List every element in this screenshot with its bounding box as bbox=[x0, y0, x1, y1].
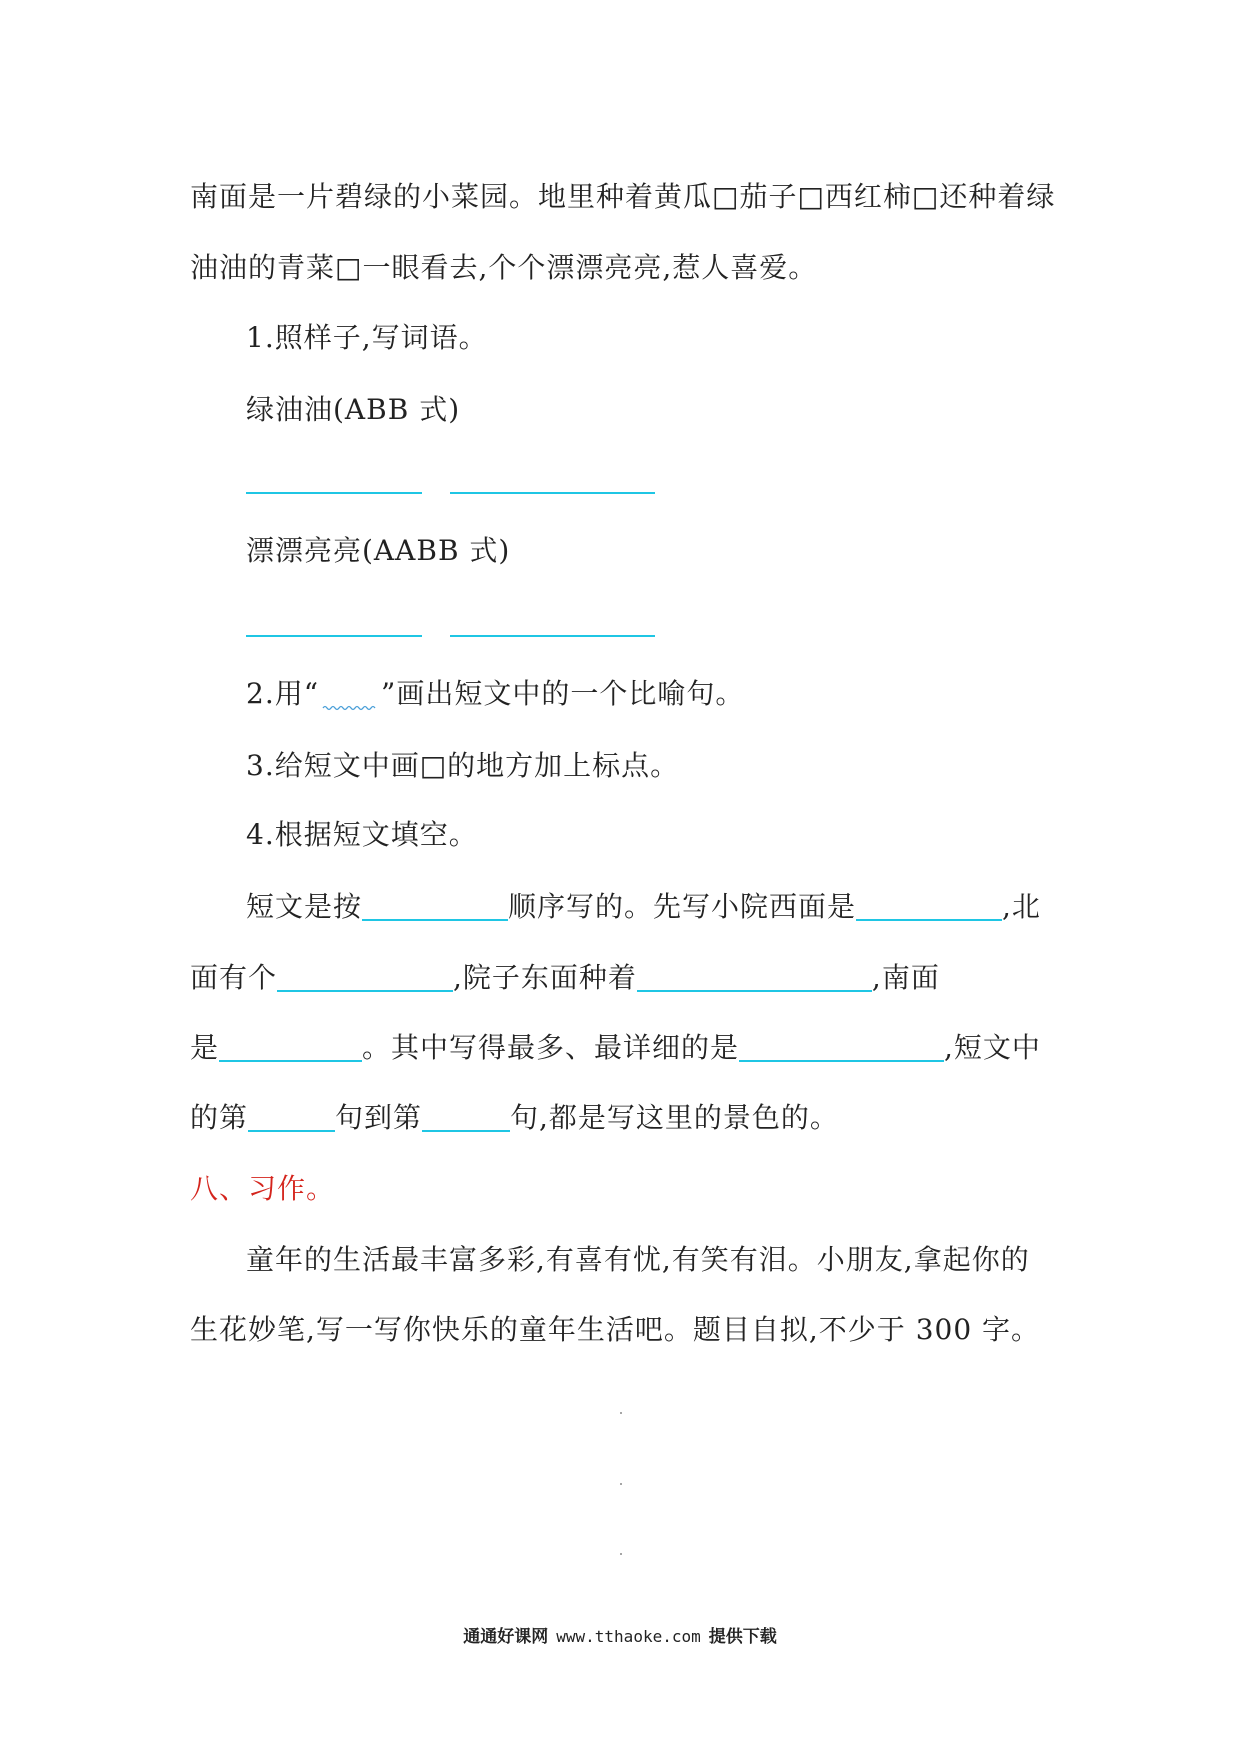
fill-blank-south bbox=[219, 1034, 362, 1062]
fill-row-3-text-b: 。其中写得最多、最详细的是 bbox=[362, 1031, 740, 1064]
answer-blank-abb-2 bbox=[450, 492, 655, 494]
composition-line-1: 童年的生活最丰富多彩,有喜有忧,有笑有泪。小朋友,拿起你的 bbox=[246, 1243, 1030, 1276]
question-1-example-abb: 绿油油(ABB 式) bbox=[246, 393, 461, 426]
fill-row-1-text-b: 顺序写的。先写小院西面是 bbox=[508, 890, 857, 923]
fill-blank-order bbox=[362, 893, 508, 921]
fill-row-2-text-b: ,院子东面种着 bbox=[453, 961, 637, 994]
question-2-after: ”画出短文中的一个比喻句。 bbox=[381, 677, 745, 710]
composition-line-2: 生花妙笔,写一写你快乐的童年生活吧。题目自拟,不少于 300 字。 bbox=[190, 1313, 1041, 1346]
fill-row-3-text-a: 是 bbox=[190, 1031, 220, 1064]
fill-blank-west bbox=[856, 893, 1002, 921]
answer-blank-aabb-2 bbox=[450, 635, 655, 637]
fill-row-2 bbox=[190, 960, 940, 996]
question-4-title: 4.根据短文填空。 bbox=[246, 818, 478, 851]
footer-url: www.tthaoke.com bbox=[556, 1627, 701, 1646]
fill-blank-sentence-from bbox=[248, 1104, 335, 1132]
page-footer bbox=[0, 1625, 1240, 1649]
fill-row-4-text-a: 的第 bbox=[190, 1101, 249, 1134]
fill-row-4 bbox=[190, 1100, 839, 1136]
wavy-underline-mark bbox=[319, 676, 381, 712]
fill-row-1-text-c: ,北 bbox=[1002, 890, 1041, 923]
footer-suffix: 提供下载 bbox=[708, 1627, 777, 1647]
answer-blank-abb-1 bbox=[246, 492, 422, 494]
question-3: 3.给短文中画□的地方加上标点。 bbox=[246, 749, 680, 782]
question-2-before: 2.用“ bbox=[246, 677, 320, 710]
question-1-example-aabb: 漂漂亮亮(AABB 式) bbox=[246, 534, 511, 567]
fill-blank-most-detailed bbox=[739, 1034, 944, 1062]
fill-row-2-text-a: 面有个 bbox=[190, 961, 278, 994]
fill-blank-east bbox=[637, 964, 872, 992]
fill-row-3-text-c: ,短文中 bbox=[944, 1031, 1041, 1064]
fill-row-4-text-b: 句到第 bbox=[335, 1101, 423, 1134]
fill-row-3 bbox=[190, 1030, 1041, 1066]
fill-blank-sentence-to bbox=[422, 1104, 510, 1132]
fill-row-1 bbox=[246, 889, 1041, 925]
fill-row-2-text-c: ,南面 bbox=[871, 961, 940, 994]
fill-blank-north bbox=[277, 964, 453, 992]
fill-row-4-text-c: 句,都是写这里的景色的。 bbox=[510, 1101, 839, 1134]
fill-row-1-text-a: 短文是按 bbox=[246, 890, 363, 923]
question-2 bbox=[246, 676, 744, 712]
decorative-dot bbox=[620, 1412, 622, 1414]
answer-blank-aabb-1 bbox=[246, 635, 422, 637]
decorative-dot bbox=[620, 1553, 622, 1555]
decorative-dot bbox=[620, 1483, 622, 1485]
passage-line-2: 油油的青菜□一眼看去,个个漂漂亮亮,惹人喜爱。 bbox=[190, 251, 818, 284]
section-heading-composition: 八、习作。 bbox=[190, 1172, 336, 1205]
footer-site-name: 通通好课网 bbox=[463, 1627, 549, 1647]
passage-line-1: 南面是一片碧绿的小菜园。地里种着黄瓜□茄子□西红柿□还种着绿 bbox=[190, 180, 1056, 213]
question-1-title: 1.照样子,写词语。 bbox=[246, 321, 488, 354]
